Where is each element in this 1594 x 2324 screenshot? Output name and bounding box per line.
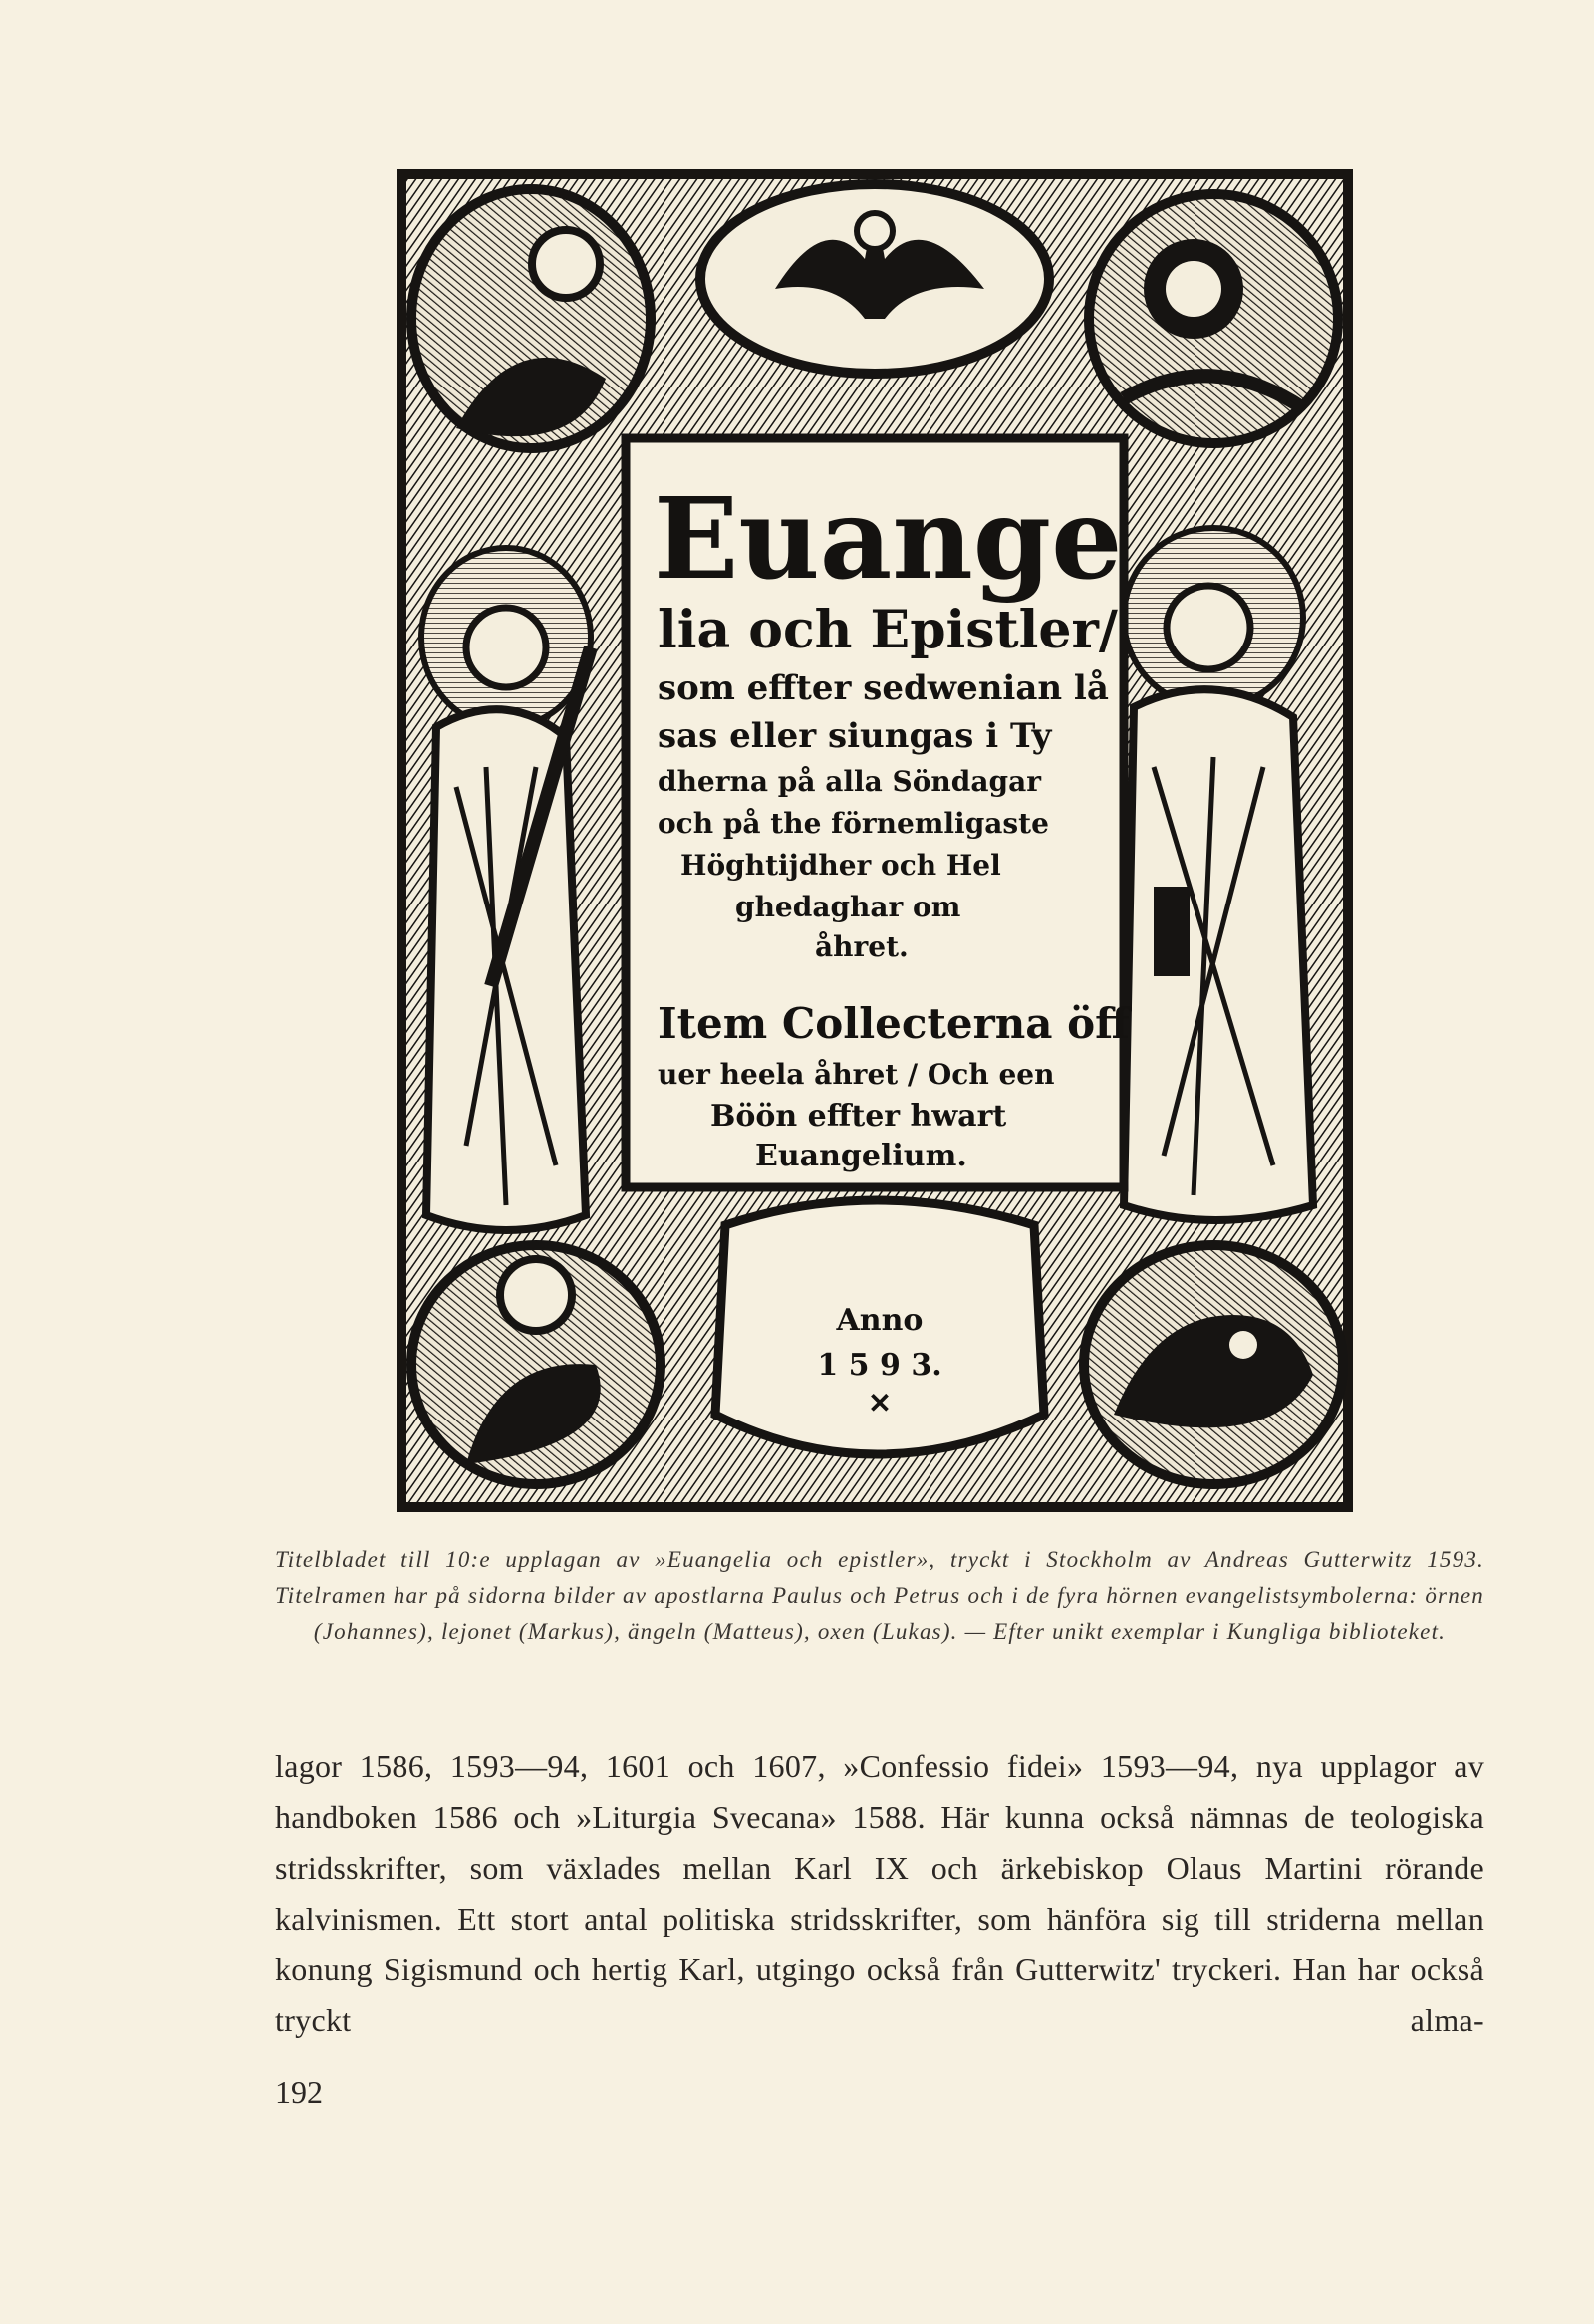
- apostle-petrus-icon: [1124, 528, 1313, 1220]
- eagle-corner-icon: [700, 184, 1049, 374]
- figure-caption: Titelbladet till 10:e upplagan av »Euangelia och epistler», tryckt i Stockholm av Andreas Gutterwitz 1593. Titelramen har på sidorna bilder av apostlarna Paulus och Petrus och i de fyra hörnen evangelistsymbolerna: örnen (Johannes), lejonet (Markus), ängeln (Matteus), oxen (Lukas). — Efter unikt exemplar i Kungliga biblioteket.: [275, 1547, 1484, 1644]
- woodcut-title-line: sas eller siungas i Ty: [658, 716, 1052, 756]
- apostle-paulus-icon: [421, 548, 591, 1230]
- woodcut-title-line: som effter sedwenian lå: [658, 668, 1109, 708]
- woodcut-title-line: Item Collecterna öff: [658, 999, 1130, 1048]
- woodcut-title-line: Höghtijdher och Hel: [680, 849, 1001, 882]
- body-paragraph: lagor 1586, 1593—94, 1601 och 1607, »Confessio fidei» 1593—94, nya upplagor av handboken 1586 och »Liturgia Svecana» 1588. Här kunna också nämnas de teologiska stridsskrifter, som växlades mellan Karl IX och ärkebiskop Olaus Martini rörande kalvinismen. Ett stort antal politiska stridsskrifter, som hänföra sig till striderna mellan konung Sigismund och hertig Karl, utgingo också från Gutterwitz' tryckeri. Han har också tryckt alma-: [275, 1748, 1484, 2038]
- woodcut-title-line: Euangelium.: [755, 1139, 967, 1173]
- woodcut-title-main: Euange: [654, 474, 1123, 605]
- woodcut-title-line: dherna på alla Söndagar: [658, 765, 1041, 798]
- woodcut-title-line: uer heela åhret / Och een: [658, 1058, 1055, 1091]
- ornament-mark: ✕: [868, 1387, 892, 1420]
- woodcut-title-line: lia och Epistler/: [658, 600, 1118, 660]
- ox-corner-icon: [1084, 1245, 1343, 1484]
- page-number: 192: [275, 2074, 323, 2110]
- figure-corner-icon: [411, 1245, 661, 1484]
- anno-label: Anno: [836, 1303, 924, 1338]
- woodcut-title-line: Böön effter hwart: [710, 1099, 1007, 1134]
- angel-corner-icon: [411, 189, 651, 448]
- year-label: 1 5 9 3.: [817, 1348, 942, 1383]
- woodcut-title-line: ghedaghar om: [735, 891, 961, 923]
- woodcut-title-line: och på the förnemligaste: [658, 807, 1049, 840]
- woodcut-illustration: [397, 169, 1353, 1512]
- lion-corner-icon: [1089, 194, 1338, 443]
- woodcut-title-line: åhret.: [815, 930, 909, 963]
- woodcut-title-page: [397, 169, 1353, 1512]
